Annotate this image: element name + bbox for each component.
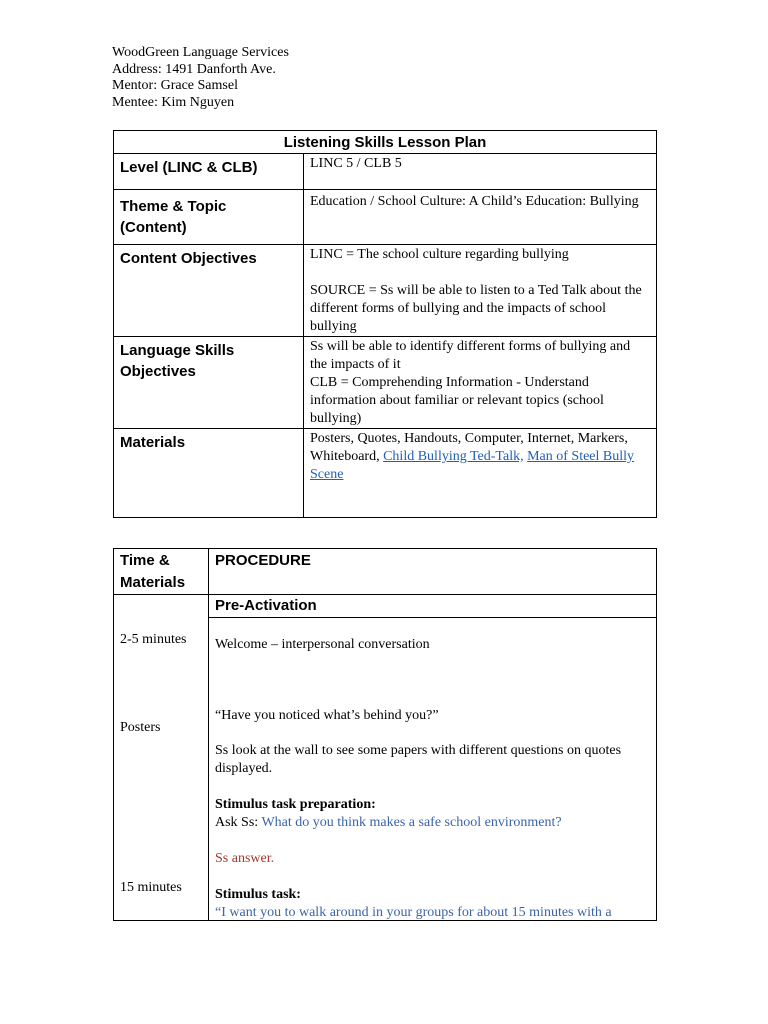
time-15-minutes: 15 minutes: [120, 880, 182, 895]
time-posters: Posters: [120, 720, 161, 735]
wall-text: Ss look at the wall to see some papers with different questions on quotes displayed.: [215, 743, 622, 776]
stimulus-prep-label: Stimulus task preparation:: [215, 797, 376, 812]
mentor-line: Mentor: Grace Samsel: [112, 78, 238, 93]
ask-prefix: Ask Ss:: [215, 815, 262, 830]
theme-label: [114, 190, 304, 245]
time-2-5-minutes: 2-5 minutes: [120, 632, 187, 647]
language-skills-value: [304, 337, 657, 429]
materials-label: Materials: [114, 429, 304, 518]
question-text: “Have you noticed what’s behind you?”: [215, 708, 439, 723]
content-objective-source: SOURCE = Ss will be able to listen to a Ted Talk about the different forms of bullying and the impacts of school bullying: [310, 283, 642, 334]
organization-name: WoodGreen Language Services: [112, 45, 289, 60]
level-label: Level (LINC & CLB): [114, 154, 304, 190]
language-objective-clb: CLB = Comprehending Information - Understand information about familiar or relevant topics (school bullying): [310, 375, 604, 426]
language-objective-ss: Ss will be able to identify different forms of bullying and the impacts of it: [310, 339, 631, 372]
document-header: [112, 45, 289, 111]
procedure-header: PROCEDURE: [209, 549, 657, 595]
time-materials-header: [114, 549, 209, 595]
content-objectives-value: [304, 245, 657, 337]
content-objective-linc: LINC = The school culture regarding bullying: [310, 247, 569, 262]
time-materials-header-line-1: Time &: [120, 552, 170, 569]
procedure-body: [209, 618, 657, 921]
ask-line: [215, 814, 562, 832]
language-skills-label: [114, 337, 304, 429]
lesson-plan-table: [113, 130, 657, 518]
materials-text: Posters, Quotes, Handouts, Computer, Internet, Markers, Whiteboard,: [310, 431, 628, 464]
theme-label-line-2: (Content): [120, 219, 187, 236]
lesson-plan-title: Listening Skills Lesson Plan: [114, 131, 657, 154]
time-column-cell: [114, 595, 209, 921]
ask-question: What do you think makes a safe school environment?: [261, 815, 562, 830]
materials-value: [304, 429, 657, 518]
theme-value: [304, 190, 657, 245]
welcome-text: Welcome – interpersonal conversation: [215, 637, 430, 652]
language-skills-label-line-2: Objectives: [120, 363, 196, 380]
pre-activation-heading: Pre-Activation: [209, 595, 657, 618]
stimulus-task-text: “I want you to walk around in your groups for about 15 minutes with a: [215, 905, 612, 920]
mentee-line: Mentee: Kim Nguyen: [112, 94, 235, 110]
content-objectives-label: Content Objectives: [114, 245, 304, 337]
theme-label-line-1: Theme & Topic: [120, 198, 227, 215]
ss-answer: Ss answer.: [215, 851, 275, 866]
man-of-steel-link[interactable]: Man of Steel Bully Scene: [310, 449, 635, 482]
ted-talk-link[interactable]: Child Bullying Ted-Talk,: [383, 449, 524, 464]
procedure-table: [113, 548, 657, 921]
theme-value-text: Education / School Culture: A Child’s Education: Bullying: [310, 194, 639, 209]
level-value: LINC 5 / CLB 5: [304, 154, 657, 190]
time-materials-header-line-2: Materials: [120, 574, 186, 591]
language-skills-label-line-1: Language Skills: [120, 342, 235, 359]
address-line: Address: 1491 Danforth Ave.: [112, 61, 276, 77]
stimulus-task-label: Stimulus task:: [215, 887, 301, 902]
